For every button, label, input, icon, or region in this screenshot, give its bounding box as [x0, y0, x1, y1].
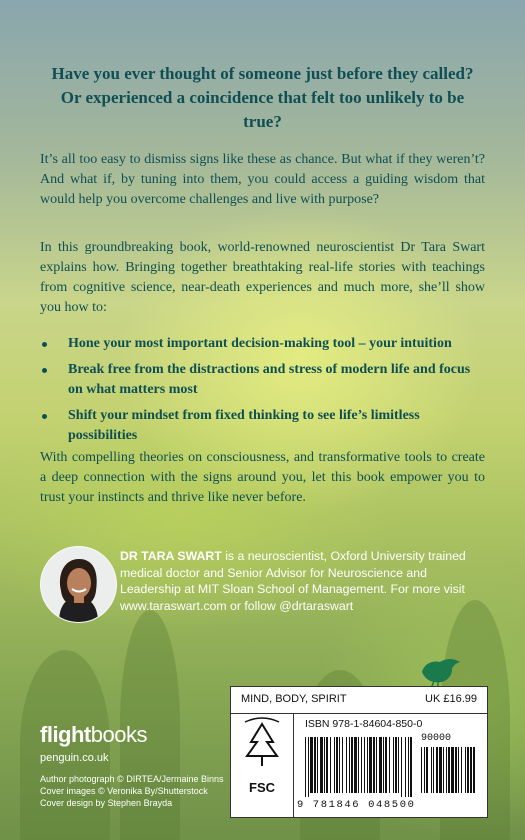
barcode-icon	[303, 733, 479, 797]
author-portrait-icon	[41, 547, 116, 622]
credit-line: Author photograph © DIRTEA/Jermaine Binns	[40, 774, 224, 784]
isbn-text: ISBN 978-1-84604-850-0	[305, 718, 423, 730]
bullet-icon	[42, 342, 47, 347]
bullet-icon	[42, 414, 47, 419]
bullet-text: Break free from the distractions and stress of modern life and focus on what matters most	[68, 362, 471, 397]
publisher-website: penguin.co.uk	[40, 752, 109, 764]
credit-line: Cover design by Stephen Brayda	[40, 798, 173, 808]
fsc-label: FSC	[249, 780, 275, 795]
fsc-tree-icon	[231, 714, 293, 776]
benefits-list	[40, 334, 485, 452]
list-item	[40, 406, 485, 446]
author-photo	[40, 546, 117, 623]
retail-info-box	[230, 686, 488, 818]
blurb-closing: With compelling theories on consciousness, and transformative tools to create a deep connection with the signs around you, let this book empower you to trust your instincts and thrive like never before.	[40, 450, 485, 505]
price-label: UK £16.99	[425, 693, 477, 705]
blurb-paragraph-1: It’s all too easy to dismiss signs like these as chance. But what if they weren’t? And what if, by tuning into them, you could access a guiding wisdom that would help you overcome challenges and live with purpose?	[40, 152, 485, 207]
fsc-mark	[231, 714, 294, 817]
author-name: DR TARA SWART	[120, 549, 222, 563]
bullet-icon	[42, 368, 47, 373]
ean-digits: 9 781846 048500	[297, 799, 416, 811]
brand-light: books	[90, 722, 147, 747]
blurb-headline: Have you ever thought of someone just before they called? Or experienced a coincidence that felt too unlikely to be true?	[51, 64, 474, 131]
category-price-row	[231, 687, 487, 714]
author-bio-text: is a neuroscientist, Oxford University trained medical doctor and Senior Advisor for Neuroscience and Leadership at MIT Sloan School of Management. For more visit www.taraswart.com or follow @drtaraswart	[120, 549, 466, 613]
credit-line: Cover images © Veronika By/Shutterstock	[40, 786, 208, 796]
blurb-paragraph-2: In this groundbreaking book, world-renowned neuroscientist Dr Tara Swart explains how. Bringing together breathtaking real-life stories with teachings from cognitive science, near-death experiences and much more, she’ll show you how to:	[40, 240, 485, 315]
bullet-text: Shift your mindset from fixed thinking to see life’s limitless possibilities	[68, 408, 420, 443]
brand-bold: flight	[40, 722, 91, 747]
list-item	[40, 334, 485, 354]
cover-credits	[40, 773, 224, 809]
bullet-text: Hone your most important decision-making tool – your intuition	[68, 336, 452, 351]
publisher-logo	[40, 722, 147, 748]
author-bio	[120, 548, 490, 614]
bird-logo-icon	[416, 654, 466, 686]
list-item	[40, 360, 485, 400]
category-label: MIND, BODY, SPIRIT	[241, 693, 347, 705]
addon-code: 90000	[421, 733, 452, 744]
